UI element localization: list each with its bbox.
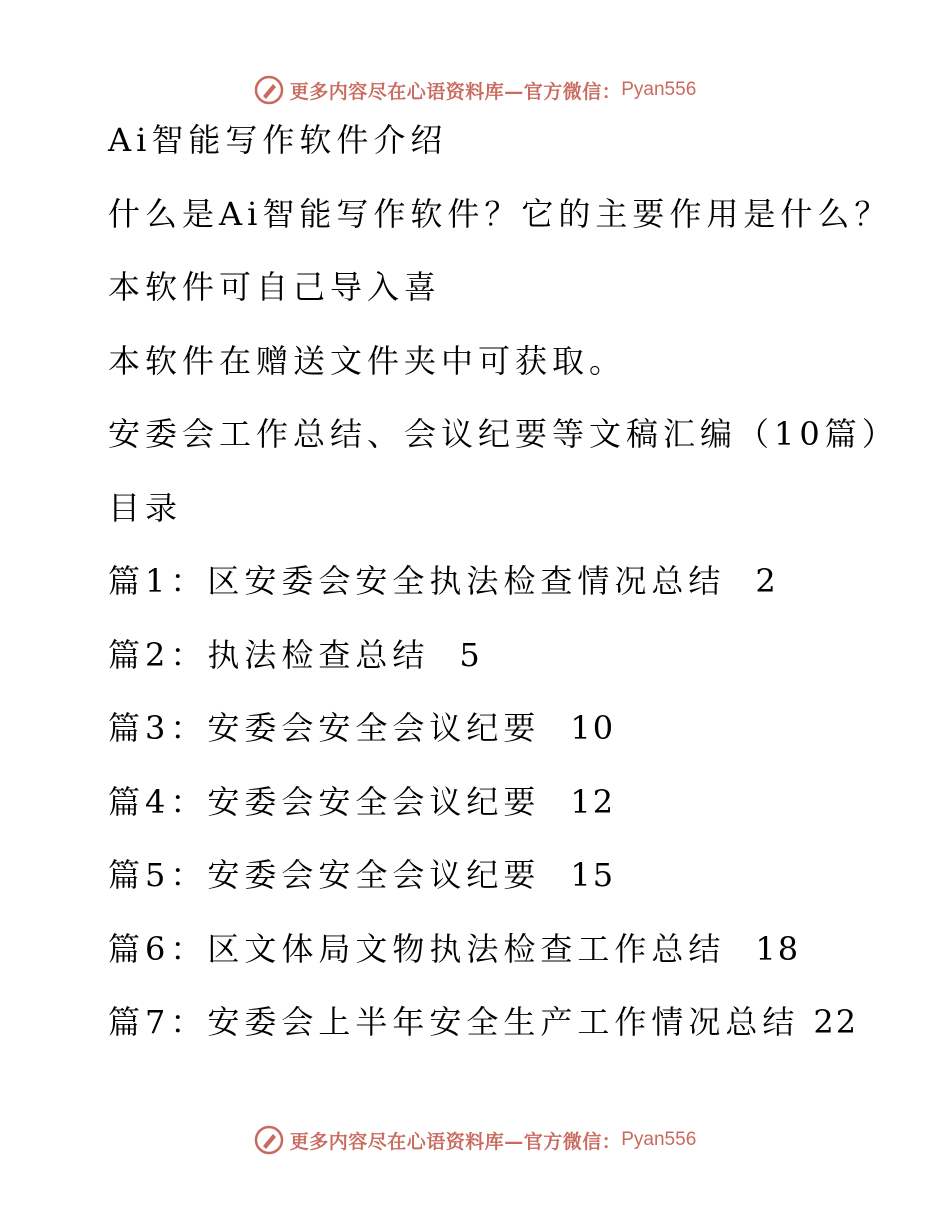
header-wechat-id: Pyan556	[621, 79, 697, 100]
toc-entry-page: 10	[570, 709, 616, 747]
toc-entry-page: 18	[755, 929, 801, 968]
footer-wechat-id: Pyan556	[621, 1129, 697, 1150]
toc-entry[interactable]	[108, 857, 918, 893]
toc-entry-page: 12	[570, 782, 616, 821]
toc-entry[interactable]	[108, 1004, 918, 1040]
toc-entry-title: 篇7：安委会上半年安全生产工作情况总结	[108, 1003, 800, 1041]
toc-entry[interactable]	[108, 637, 918, 673]
footer-banner	[0, 1120, 950, 1160]
toc-entry-title: 篇4：安委会安全会议纪要	[108, 782, 541, 821]
header-banner	[0, 70, 950, 110]
toc-entry[interactable]	[108, 931, 918, 967]
toc-entry-title: 篇5：安委会安全会议纪要	[108, 856, 541, 894]
toc-entry-title: 篇1：区安委会安全执法检查情况总结	[108, 562, 726, 600]
toc-entry-title: 篇6：区文体局文物执法检查工作总结	[108, 929, 726, 968]
doc-title: Ai智能写作软件介绍	[108, 121, 448, 159]
toc-entry[interactable]	[108, 784, 918, 820]
doc-import-note: 本软件可自己导入喜	[108, 268, 442, 306]
collection-title: 安委会工作总结、会议纪要等文稿汇编（10篇）	[108, 415, 899, 453]
toc-entry-title: 篇2：执法检查总结	[108, 635, 430, 674]
doc-gift-note: 本软件在赠送文件夹中可获取。	[108, 341, 627, 380]
toc-heading: 目录	[108, 488, 183, 527]
pen-logo-icon	[254, 1125, 284, 1155]
toc-entry-title: 篇3：安委会安全会议纪要	[108, 709, 541, 747]
toc-entry-page: 2	[755, 562, 778, 600]
footer-banner-text: 更多内容尽在心语资料库—官方微信：	[289, 1130, 622, 1153]
document-body	[108, 122, 918, 1078]
toc-entry-page: 15	[570, 856, 616, 894]
toc-entry-page: 22	[813, 1003, 859, 1041]
toc-entry-page: 5	[459, 635, 482, 674]
toc-entry[interactable]	[108, 710, 918, 746]
header-banner-text: 更多内容尽在心语资料库—官方微信：	[289, 80, 622, 103]
toc-entry[interactable]	[108, 563, 918, 599]
doc-question: 什么是Ai智能写作软件？它的主要作用是什么？	[108, 194, 892, 233]
pen-logo-icon	[254, 75, 284, 105]
